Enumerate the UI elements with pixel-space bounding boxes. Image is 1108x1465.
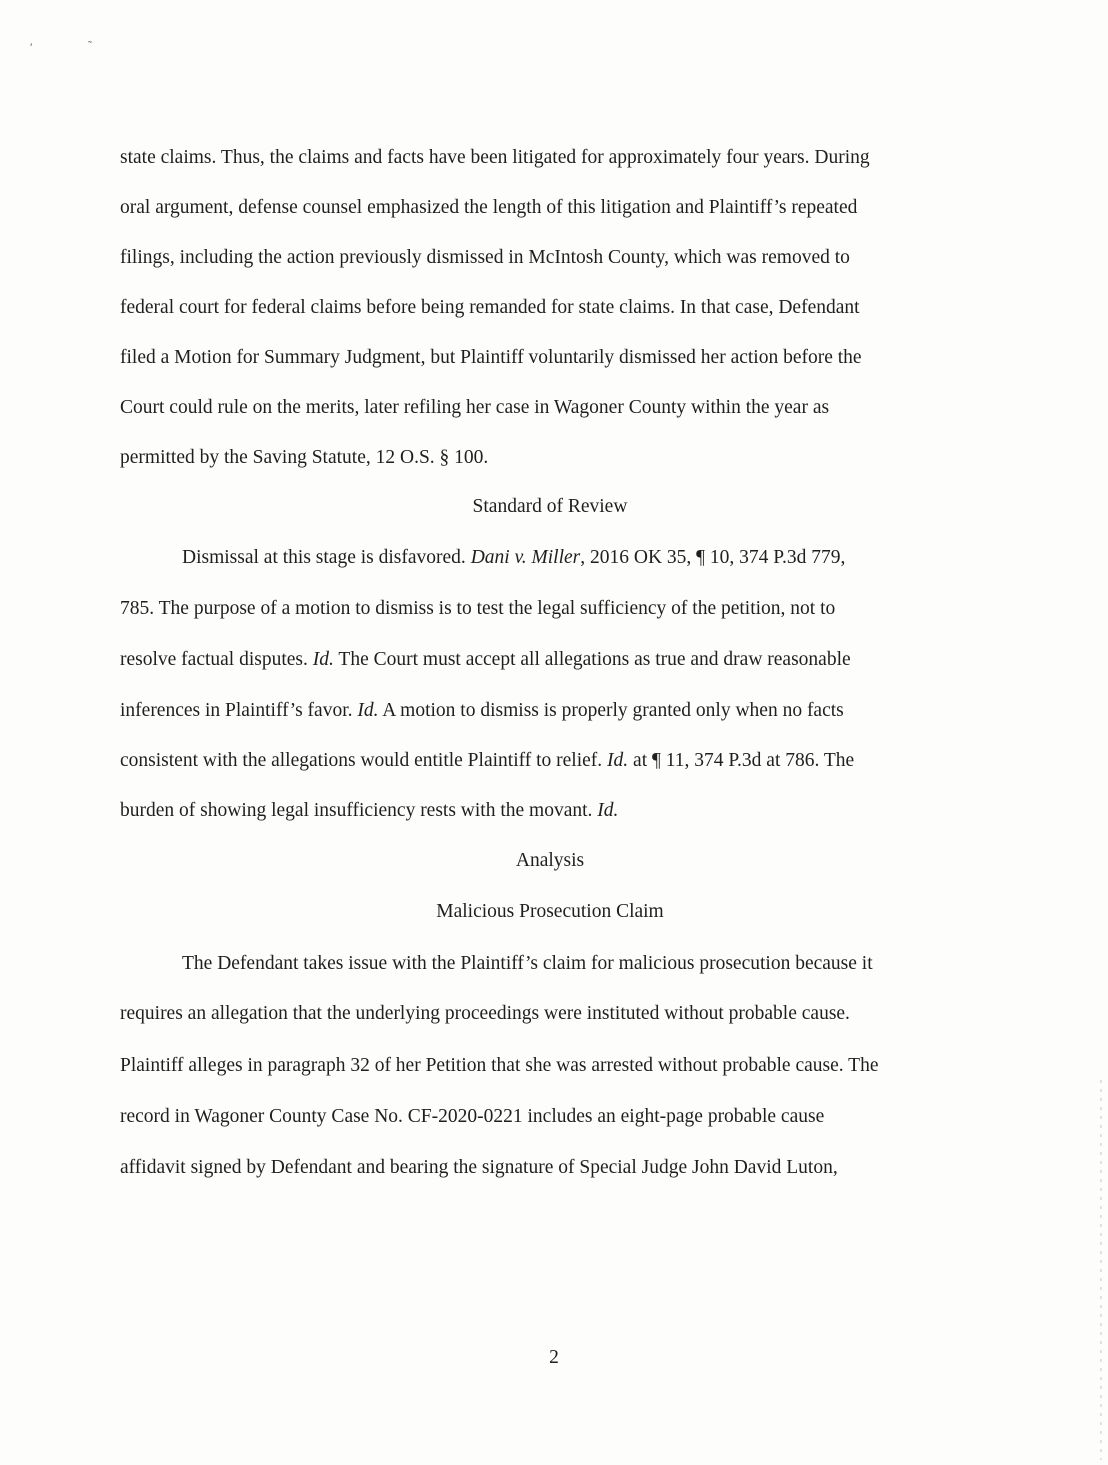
text-run: at ¶ 11, 374 P.3d at 786. The bbox=[628, 750, 855, 771]
paragraph-1-line-7: permitted by the Saving Statute, 12 O.S. § 100. bbox=[120, 447, 489, 468]
text-run: consistent with the allegations would entitle Plaintiff to relief. bbox=[120, 750, 608, 771]
heading-standard-of-review: Standard of Review bbox=[472, 496, 628, 517]
text-run: The Court must accept all allegations as true and draw reasonable bbox=[333, 649, 851, 670]
heading-malicious-prosecution: Malicious Prosecution Claim bbox=[436, 901, 664, 922]
paragraph-1-line-6: Court could rule on the merits, later refiling her case in Wagoner County within the year as bbox=[120, 397, 830, 418]
paragraph-3-line-4: record in Wagoner County Case No. CF-2020-0221 includes an eight-page probable cause bbox=[120, 1106, 825, 1127]
id-citation: Id. bbox=[357, 700, 379, 721]
scan-artifact-mark: ′ bbox=[30, 40, 33, 54]
paragraph-3-line-2: requires an allegation that the underlying proceedings were instituted without probable cause. bbox=[120, 1003, 850, 1024]
paragraph-2-line-3 bbox=[120, 650, 851, 670]
text-run: , 2016 OK 35, ¶ 10, 374 P.3d 779, bbox=[580, 547, 846, 568]
paragraph-1-line-2: oral argument, defense counsel emphasized the length of this litigation and Plaintiff’s repeated bbox=[120, 197, 858, 218]
id-citation: Id. bbox=[312, 649, 334, 670]
text-run: Dismissal at this stage is disfavored. bbox=[182, 547, 471, 568]
paragraph-2-line-2: 785. The purpose of a motion to dismiss is to test the legal sufficiency of the petition, not to bbox=[120, 598, 836, 619]
text-run: burden of showing legal insufficiency rests with the movant. bbox=[120, 800, 598, 821]
paragraph-1-line-1: state claims. Thus, the claims and facts have been litigated for approximately four years. During bbox=[120, 147, 870, 168]
paragraph-3-line-3: Plaintiff alleges in paragraph 32 of her Petition that she was arrested without probable cause. The bbox=[120, 1055, 879, 1076]
case-citation: Dani v. Miller bbox=[470, 547, 581, 568]
paragraph-1-line-5: filed a Motion for Summary Judgment, but Plaintiff voluntarily dismissed her action before the bbox=[120, 347, 862, 368]
scan-artifact-mark: ˜ bbox=[88, 38, 92, 52]
paragraph-3-line-5: affidavit signed by Defendant and bearing the signature of Special Judge John David Luton, bbox=[120, 1157, 838, 1178]
page-number: 2 bbox=[549, 1347, 559, 1368]
id-citation: Id. bbox=[607, 750, 629, 771]
paragraph-2-line-6 bbox=[120, 801, 618, 821]
scan-edge-artifact bbox=[1100, 1080, 1102, 1460]
text-run: A motion to dismiss is properly granted only when no facts bbox=[378, 700, 844, 721]
heading-analysis: Analysis bbox=[515, 850, 585, 871]
text-run: resolve factual disputes. bbox=[120, 649, 313, 670]
paragraph-2-line-1 bbox=[182, 548, 845, 568]
paragraph-3-line-1: The Defendant takes issue with the Plaintiff’s claim for malicious prosecution because it bbox=[182, 953, 873, 974]
id-citation: Id. bbox=[597, 800, 619, 821]
paragraph-2-line-4 bbox=[120, 701, 844, 721]
paragraph-1-line-4: federal court for federal claims before being remanded for state claims. In that case, Defendant bbox=[120, 297, 860, 318]
paragraph-1-line-3: filings, including the action previously dismissed in McIntosh County, which was removed to bbox=[120, 247, 850, 268]
text-run: inferences in Plaintiff’s favor. bbox=[120, 700, 358, 721]
paragraph-2-line-5 bbox=[120, 751, 854, 771]
